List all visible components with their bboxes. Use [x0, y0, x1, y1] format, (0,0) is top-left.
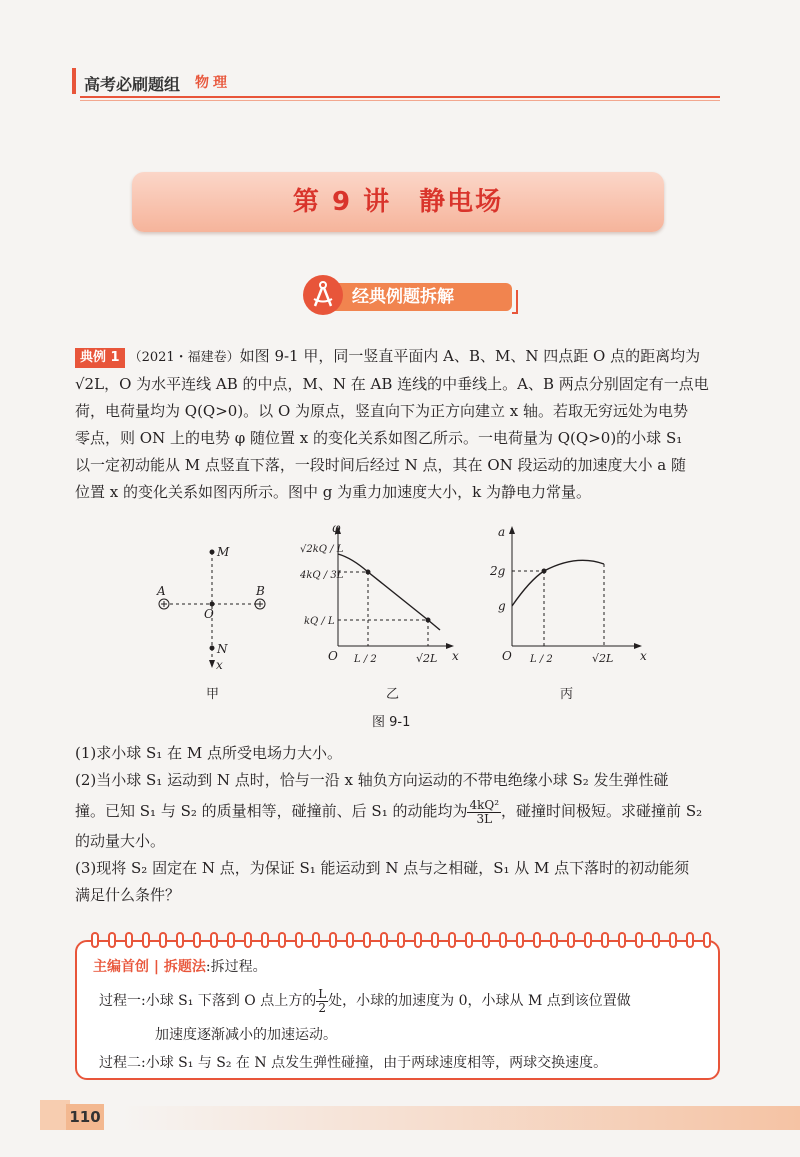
header-rule: [80, 96, 720, 98]
example-tag: 典例 1: [75, 348, 125, 368]
example-line-5: 以一定初动能从 M 点竖直下落，一段时间后经过 N 点，其在 ON 段运动的加速度大小 a 随: [75, 456, 686, 474]
section-heading-tail: [512, 290, 518, 314]
example-line-1: [75, 343, 735, 371]
energy-fraction: [467, 799, 501, 826]
question-1: (1)求小球 S₁ 在 M 点所受电场力大小。: [75, 744, 342, 762]
method-box: [75, 940, 720, 1080]
spiral-ring: [584, 932, 592, 948]
process-1-cont: 加速度逐渐减小的加速运动。: [155, 1027, 337, 1043]
header-rule-thin: [80, 100, 720, 101]
example-line-1-text: 如图 9-1 甲，同一竖直平面内 A、B、M、N 四点距 O 点的距离均为: [239, 347, 701, 365]
process-1-post: 处，小球的加速度为 0，小球从 M 点到该位置做: [328, 993, 631, 1009]
point-N: [210, 646, 215, 651]
process-1: [99, 984, 631, 1018]
chart-yi: [299, 521, 459, 665]
question-3-line-2: 满足什么条件？: [75, 886, 181, 904]
label-N: N: [217, 642, 228, 656]
example-line-4: 零点，则 ON 上的电势 φ 随位置 x 的变化关系如图乙所示。一电荷量为 Q(Q>0)的小球 S₁: [75, 429, 683, 447]
process-1-pre: 过程一:小球 S₁ 下落到 O 点上方的: [99, 993, 317, 1009]
spiral-ring: [652, 932, 660, 948]
point-M: [210, 550, 215, 555]
caption-bing: 丙: [560, 687, 574, 702]
process-2: 过程二:小球 S₁ 与 S₂ 在 N 点发生弹性碰撞，由于两球速度相等，两球交换速度。: [99, 1055, 608, 1071]
example-line-6: 位置 x 的变化关系如图丙所示。图中 g 为重力加速度大小，k 为静电力常量。: [75, 483, 591, 501]
spiral-ring: [516, 932, 524, 948]
spiral-ring: [261, 932, 269, 948]
question-2-line-2-post: ，碰撞时间极短。求碰撞前 S₂: [501, 802, 703, 820]
chapter-banner: 第 9 讲 静电场: [132, 172, 664, 232]
spiral-ring: [193, 932, 201, 948]
question-3-line-1: (3)现将 S₂ 固定在 N 点，为保证 S₁ 能运动到 N 点与之相碰，S₁ 从 M 点下落时的初动能须: [75, 859, 690, 877]
spiral-ring: [312, 932, 320, 948]
spiral-ring: [91, 932, 99, 948]
spiral-ring: [703, 932, 711, 948]
half-L-numerator: L: [318, 986, 327, 1001]
half-L-denominator: 2: [318, 1000, 326, 1015]
chart-bing: [489, 525, 647, 665]
section-heading: 经典例题拆解: [330, 283, 512, 311]
page-number: 110: [66, 1104, 104, 1130]
method-title-suffix: :拆过程。: [205, 959, 267, 975]
spiral-ring: [346, 932, 354, 948]
spiral-ring: [567, 932, 575, 948]
caption-jia: 甲: [206, 687, 220, 702]
spiral-ring: [329, 932, 337, 948]
label-x-jia: x: [216, 658, 223, 672]
x-tick-1-bing: L / 2: [530, 654, 553, 665]
spiral-ring: [448, 932, 456, 948]
diagram-jia: [156, 545, 265, 672]
label-B: B: [256, 584, 265, 598]
subject-label: 物理: [195, 75, 231, 91]
method-title-row: [93, 956, 267, 976]
phi-curve: [338, 554, 428, 620]
x-tick-1-yi: L / 2: [354, 654, 377, 665]
spiral-ring: [108, 932, 116, 948]
axis-label-a: a: [498, 525, 506, 539]
y-tick-1-yi: √2kQ / L: [300, 544, 344, 555]
spiral-ring: [176, 932, 184, 948]
spiral-ring: [414, 932, 422, 948]
example-source: （2021・福建卷）: [128, 350, 240, 365]
a-curve: [512, 560, 604, 606]
spiral-ring: [210, 932, 218, 948]
question-2-line-3: 的动量大小。: [75, 832, 166, 850]
caption-yi: 乙: [386, 687, 400, 702]
spiral-ring: [635, 932, 643, 948]
header-accent-bar: [72, 68, 76, 94]
label-A: A: [157, 584, 166, 598]
example-line-3: 荷，电荷量均为 Q(Q>0)。以 O 为原点，竖直向下为正方向建立 x 轴。若取无穷远处为电势: [75, 402, 689, 420]
spiral-ring: [431, 932, 439, 948]
spiral-ring: [244, 932, 252, 948]
spiral-ring: [465, 932, 473, 948]
y-tick-1-bing: 2g: [490, 564, 506, 578]
half-L-fraction: [316, 988, 328, 1015]
origin-yi: O: [328, 649, 338, 663]
label-M: M: [217, 545, 230, 559]
compass-icon: [303, 275, 343, 315]
spiral-ring: [550, 932, 558, 948]
spiral-ring: [601, 932, 609, 948]
spiral-ring: [142, 932, 150, 948]
figure-9-1: [140, 520, 660, 720]
spiral-ring: [686, 932, 694, 948]
origin-bing: O: [502, 649, 512, 663]
y-tick-3-yi: kQ / L: [304, 616, 335, 627]
example-text: [75, 343, 735, 506]
y-tick-2-bing: g: [498, 599, 506, 613]
question-2-line-1: (2)当小球 S₁ 运动到 N 点时，恰与一沿 x 轴负方向运动的不带电绝缘小球 S₂ 发生弹性碰: [75, 771, 669, 789]
point-O: [210, 602, 215, 607]
x-tick-2-yi: √2L: [416, 652, 438, 665]
spiral-ring: [499, 932, 507, 948]
spiral-ring: [482, 932, 490, 948]
spiral-ring: [295, 932, 303, 948]
spiral-ring: [159, 932, 167, 948]
axis-label-x-yi: x: [452, 649, 459, 663]
spiral-ring: [278, 932, 286, 948]
spiral-ring: [227, 932, 235, 948]
axis-label-phi: φ: [332, 521, 341, 535]
spiral-ring: [397, 932, 405, 948]
spiral-ring: [533, 932, 541, 948]
spiral-ring: [618, 932, 626, 948]
x-tick-2-bing: √2L: [592, 652, 614, 665]
spiral-ring: [363, 932, 371, 948]
label-O: O: [204, 607, 214, 621]
example-line-2: √2L，O 为水平连线 AB 的中点，M、N 在 AB 连线的中垂线上。A、B 两点分别固定有一点电: [75, 375, 709, 393]
axis-label-x-bing: x: [640, 649, 647, 663]
fraction-denominator: 3L: [476, 811, 493, 826]
method-title: 主编首创 | 拆题法: [93, 959, 206, 975]
book-title: 高考必刷题组: [84, 75, 181, 94]
spiral-ring: [380, 932, 388, 948]
footer-band: [120, 1106, 800, 1130]
question-2-line-2: [75, 794, 735, 828]
figure-caption: 图 9-1: [372, 715, 411, 730]
spiral-ring: [669, 932, 677, 948]
spiral-ring: [125, 932, 133, 948]
question-2-line-2-pre: 撞。已知 S₁ 与 S₂ 的质量相等，碰撞前、后 S₁ 的动能均为: [75, 802, 468, 820]
questions: [75, 740, 735, 909]
y-tick-2-yi: 4kQ / 3L: [300, 570, 344, 581]
fraction-numerator: 4kQ²: [469, 797, 500, 812]
